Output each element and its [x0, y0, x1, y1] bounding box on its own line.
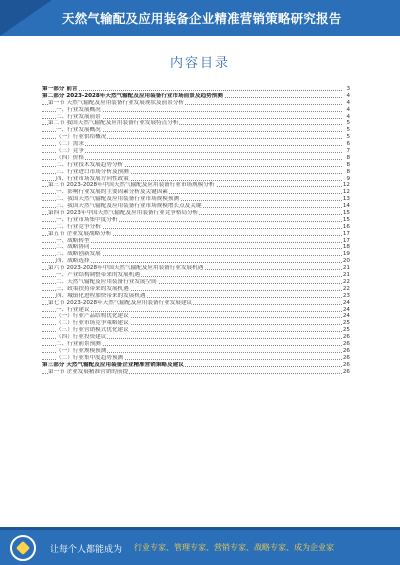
toc-entry[interactable]	[42, 224, 350, 231]
toc-entry[interactable]	[42, 120, 350, 127]
toc-entry-page: 18	[342, 244, 350, 251]
brand-logo-icon	[10, 535, 36, 561]
toc-entry[interactable]	[42, 86, 350, 93]
toc-entry[interactable]	[42, 189, 350, 196]
toc-leader-dots	[42, 152, 342, 153]
toc-entry-page: 26	[342, 340, 350, 347]
toc-entry[interactable]	[42, 265, 350, 272]
toc-entry[interactable]	[42, 141, 350, 148]
toc-entry-label: （一）行业产品结构优化建议	[56, 313, 129, 320]
footer-band	[0, 527, 400, 530]
toc-entry-page: 26	[342, 368, 350, 375]
toc-entry-label: 四、战略选择	[56, 258, 90, 265]
toc-entry-label: （三）行业营销模式优化建议	[56, 327, 129, 334]
toc-leader-dots	[42, 145, 342, 146]
toc-entry-page: 22	[342, 285, 350, 292]
toc-entry-page: 5	[342, 120, 350, 127]
report-header	[0, 0, 400, 36]
toc-entry-page: 15	[342, 210, 350, 217]
toc-entry-label: 第二节 我国天然气输配及应用装备行业发展特点分析	[48, 120, 179, 127]
toc-entry-page: 22	[342, 278, 350, 285]
toc-entry-label: 第一节 天然气输配及应用装备行业发展现状及前景分析	[48, 99, 185, 106]
toc-entry[interactable]	[42, 341, 350, 348]
toc-entry-label: （四）价格	[56, 154, 84, 161]
toc-entry-page: 15	[342, 216, 350, 223]
toc-entry-label: 第四节 2023年中国天然气输配及应用装备行业竞争格局分析	[48, 210, 199, 217]
toc-entry[interactable]	[42, 348, 350, 355]
toc-entry[interactable]	[42, 300, 350, 307]
toc-leader-dots	[42, 90, 342, 91]
toc-entry-label: 三、我国天然气输配及应用装备行业市场规模增长点及关键	[56, 203, 202, 210]
toc-entry-label: 一、行业建议	[56, 306, 90, 313]
toc-entry-page: 8	[342, 155, 350, 162]
toc-entry-label: 二、战略协同	[56, 244, 90, 251]
toc-entry-label: 第三部分 天然气输配及应用装备企业精准营销策略及建议	[42, 361, 184, 368]
toc-entry-page: 4	[342, 100, 350, 107]
toc-entry[interactable]	[42, 238, 350, 245]
toc-entry-page: 12	[342, 189, 350, 196]
table-of-contents	[42, 86, 350, 375]
toc-entry-label: 一、行业市场集中度分析	[56, 216, 118, 223]
toc-entry-page: 21	[342, 265, 350, 272]
toc-entry-label: （一）行业规模预测	[56, 347, 107, 354]
toc-entry[interactable]	[42, 196, 350, 203]
toc-entry-label: 二、行业技术发展趋势分析	[56, 161, 124, 168]
toc-entry-label: 第五节 企业发展战略分析	[48, 230, 112, 237]
toc-entry-label: （二）需求	[56, 141, 84, 148]
toc-entry[interactable]	[42, 334, 350, 341]
toc-entry-label: 第一部分 前言	[42, 86, 78, 92]
toc-entry-page: 24	[342, 306, 350, 313]
toc-entry-label: 第一节 企业发展精准营销的前提	[48, 368, 129, 375]
toc-entry[interactable]	[42, 176, 350, 183]
toc-entry-label: 三、战略创新发展	[56, 251, 101, 258]
header-accent	[0, 0, 52, 36]
toc-entry[interactable]	[42, 369, 350, 376]
toc-entry-page: 7	[342, 148, 350, 155]
toc-entry-label: （四）行业投资建议	[56, 334, 107, 341]
toc-entry-page: 4	[342, 93, 350, 100]
toc-entry-label: 四、行业市场发展方向性政策	[56, 175, 129, 182]
toc-entry[interactable]	[42, 279, 350, 286]
toc-entry-label: 一、行业发展概况	[56, 127, 101, 134]
toc-entry-page: 26	[342, 354, 350, 361]
toc-entry-page: 4	[342, 107, 350, 114]
toc-entry-page: 21	[342, 272, 350, 279]
toc-entry-label: 第二部分 2023-2028年天然气输配及应用装备行业市场前景及趋势预测	[42, 92, 223, 99]
toc-entry-label: （三）竞争	[56, 148, 84, 155]
toc-entry[interactable]	[42, 203, 350, 210]
toc-entry[interactable]	[42, 272, 350, 279]
footer-slogan: 行业专家、管理专家、营销专家、战略专家、成为企业家	[134, 543, 334, 552]
toc-entry-page: 13	[342, 196, 350, 203]
toc-entry[interactable]	[42, 307, 350, 314]
toc-entry-page: 25	[342, 327, 350, 334]
toc-entry[interactable]	[42, 127, 350, 134]
toc-leader-dots	[42, 159, 342, 160]
toc-entry-page: 20	[342, 258, 350, 265]
toc-entry[interactable]	[42, 93, 350, 100]
toc-entry-page: 17	[342, 237, 350, 244]
toc-entry[interactable]	[42, 327, 350, 334]
toc-entry-label: （二）行业集中度趋势预测	[56, 354, 124, 361]
toc-entry[interactable]	[42, 320, 350, 327]
toc-entry-label: 一、战略转型	[56, 237, 90, 244]
toc-entry-label: 二、行业竞争分析	[56, 223, 101, 230]
toc-entry-page: 5	[342, 127, 350, 134]
toc-entry-label: 第七节 2023-2028年天然气输配及应用装备行业发展建议	[48, 299, 193, 306]
toc-entry-page: 25	[342, 320, 350, 327]
toc-entry-label: 一、产业结构调整带来的发展机遇	[56, 272, 140, 279]
toc-entry-label: 第三节 2023-2028年中国天然气输配及应用装备行业市场规模分析	[48, 182, 215, 189]
report-title: 天然气输配及应用装备企业精准营销策略研究报告	[62, 11, 342, 26]
toc-entry-page: 17	[342, 230, 350, 237]
toc-entry-label: 四、城镇化进程加快带来的发展机遇	[56, 292, 146, 299]
toc-entry[interactable]	[42, 100, 350, 107]
toc-entry-label: 二、天然气输配及应用装备行业发展空间	[56, 278, 157, 285]
toc-entry-page: 26	[342, 361, 350, 368]
toc-entry-label: 二、我国天然气输配及应用装备行业市场规模预测	[56, 196, 180, 203]
toc-entry[interactable]	[42, 217, 350, 224]
toc-entry-page: 26	[342, 334, 350, 341]
toc-entry-label: 二、行业发展前景	[56, 113, 101, 120]
toc-entry[interactable]	[42, 251, 350, 258]
toc-entry[interactable]	[42, 244, 350, 251]
toc-entry[interactable]	[42, 169, 350, 176]
toc-entry-label: 一、行业发展概况	[56, 106, 101, 113]
toc-entry-page: 9	[342, 176, 350, 183]
footer-brand: 让每个人都能成为	[50, 545, 123, 555]
toc-entry[interactable]	[42, 313, 350, 320]
toc-entry[interactable]	[42, 107, 350, 114]
toc-entry[interactable]	[42, 114, 350, 121]
toc-entry[interactable]	[42, 362, 350, 369]
toc-entry[interactable]	[42, 355, 350, 362]
toc-entry-page: 14	[342, 203, 350, 210]
toc-entry[interactable]	[42, 286, 350, 293]
toc-entry-label: 第六节 2023-2028年中国天然气输配及应用装备行业发展机遇	[48, 265, 204, 272]
toc-entry-page: 24	[342, 313, 350, 320]
toc-entry-page: 6	[342, 141, 350, 148]
toc-entry-label: 三、政策扶持带来的发展机遇	[56, 285, 129, 292]
toc-entry[interactable]	[42, 182, 350, 189]
toc-entry-page: 5	[342, 134, 350, 141]
toc-entry-label: 二、行业前景预测	[56, 340, 101, 347]
toc-entry-label: 一、影响行业发展的主要因素分析及关键因素	[56, 189, 168, 196]
toc-entry-page: 23	[342, 292, 350, 299]
toc-entry[interactable]	[42, 293, 350, 300]
toc-entry-label: （一）行业供给概况	[56, 134, 107, 141]
toc-entry[interactable]	[42, 155, 350, 162]
toc-entry-label: （二）行业市场竞争策略建议	[56, 320, 129, 327]
toc-entry[interactable]	[42, 258, 350, 265]
toc-entry-page: 19	[342, 251, 350, 258]
toc-entry[interactable]	[42, 148, 350, 155]
toc-entry-page: 4	[342, 114, 350, 121]
toc-entry[interactable]	[42, 162, 350, 169]
toc-entry-page: 3	[342, 86, 350, 93]
toc-entry-label: 三、行业进口市场分析及预测	[56, 168, 129, 175]
toc-entry-page: 8	[342, 162, 350, 169]
toc-entry-page: 8	[342, 169, 350, 176]
toc-entry-page: 16	[342, 223, 350, 230]
toc-entry-page: 24	[342, 299, 350, 306]
toc-entry[interactable]	[42, 210, 350, 217]
toc-entry-page: 12	[342, 182, 350, 189]
toc-entry-page: 26	[342, 347, 350, 354]
toc-entry[interactable]	[42, 134, 350, 141]
page-footer	[0, 527, 400, 565]
toc-entry[interactable]	[42, 231, 350, 238]
toc-heading: 内容目录	[169, 56, 230, 71]
